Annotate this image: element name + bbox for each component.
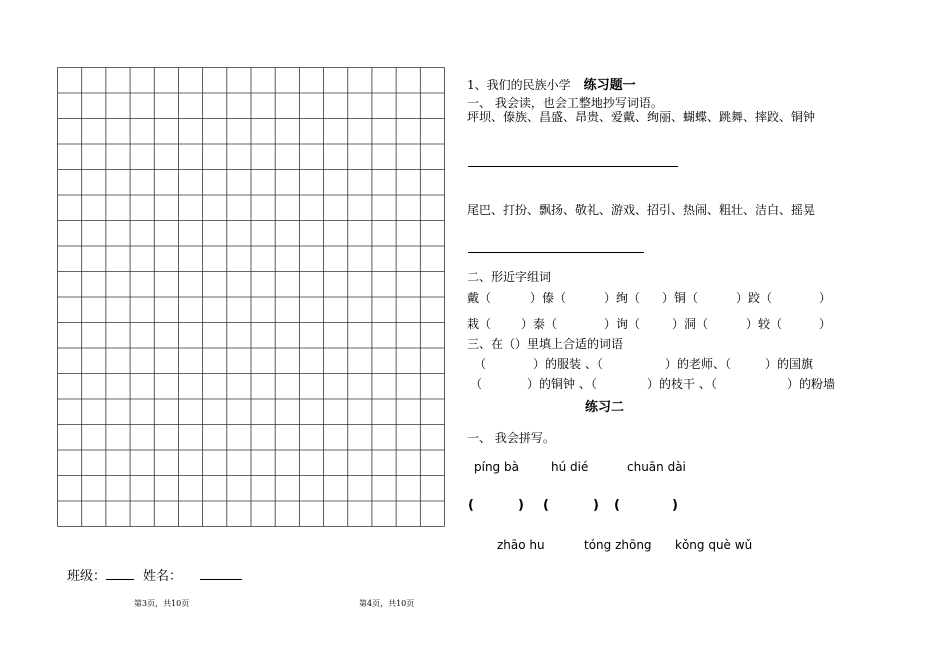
ex2-section1-title: 一、 我会拼写。 bbox=[467, 431, 555, 445]
fill-word-cell: ）的铜钟 、（ bbox=[527, 377, 597, 391]
name-blank[interactable] bbox=[200, 567, 242, 580]
class-label: 班级： bbox=[67, 569, 107, 584]
class-field bbox=[67, 565, 134, 584]
exercise1-title: 练习题一 bbox=[583, 78, 636, 93]
fill-word-cell: （ bbox=[474, 357, 487, 371]
ex1-word-list-a: 坪坝、傣族、昌盛、昂贵、爱戴、绚丽、蝴蝶、跳舞、摔跤、铜钟 bbox=[467, 110, 816, 124]
name-label: 姓名： bbox=[143, 569, 183, 584]
similar-char-cell: ）绚（ bbox=[604, 291, 641, 305]
fill-word-cell: （ bbox=[470, 377, 483, 391]
pinyin-item: zhāo hu bbox=[497, 538, 545, 552]
lesson-title: 1、我们的民族小学 bbox=[467, 78, 571, 92]
similar-char-cell: 戴（ bbox=[467, 291, 492, 305]
fill-word-cell: ）的枝干 、（ bbox=[647, 377, 717, 391]
similar-char-cell: ） bbox=[819, 317, 832, 331]
exercise2-title: 练习二 bbox=[585, 400, 625, 415]
ex1-section2-title: 二、形近字组词 bbox=[467, 270, 552, 284]
similar-char-cell: ）跤（ bbox=[736, 291, 773, 305]
pinyin-item: hú dié bbox=[551, 460, 589, 474]
similar-char-cell: ）傣（ bbox=[530, 291, 567, 305]
writing-grid bbox=[57, 67, 445, 527]
name-field bbox=[143, 565, 242, 584]
ex1-section3-title: 三、在（）里填上合适的词语 bbox=[467, 337, 624, 351]
similar-char-cell: ）询（ bbox=[604, 317, 641, 331]
similar-char-cell: ） bbox=[819, 291, 832, 305]
copy-line-b[interactable] bbox=[468, 252, 644, 253]
pinyin-item: chuān dài bbox=[627, 460, 686, 474]
fill-word-cell: ）的服装 、（ bbox=[533, 357, 603, 371]
similar-char-cell: 栽（ bbox=[467, 317, 492, 331]
similar-char-cell: ）铜（ bbox=[662, 291, 699, 305]
fill-word-cell: ）的国旗 bbox=[765, 357, 814, 371]
page-number-left: 第3页，共10页 bbox=[134, 599, 190, 608]
copy-line-a[interactable] bbox=[468, 166, 678, 167]
fill-word-cell: ）的老师、（ bbox=[665, 357, 732, 371]
similar-char-cell: ）洞（ bbox=[672, 317, 709, 331]
pinyin-item: kǒng què wǔ bbox=[675, 538, 753, 552]
ex1-word-list-b: 尾巴、打扮、飘扬、敬礼、游戏、招引、热闹、粗壮、洁白、摇晃 bbox=[467, 203, 816, 217]
class-blank[interactable] bbox=[106, 567, 134, 580]
page-number-right: 第4页，共10页 bbox=[359, 599, 415, 608]
pinyin-item: píng bà bbox=[474, 460, 519, 474]
pinyin-item: tóng zhōng bbox=[584, 538, 652, 552]
ex1-section1-title: 一、 我会读，也会工整地抄写词语。 bbox=[467, 96, 663, 110]
similar-char-cell: ）较（ bbox=[746, 317, 783, 331]
similar-char-cell: ）泰（ bbox=[521, 317, 558, 331]
exercise1-heading bbox=[467, 74, 636, 93]
fill-word-cell: ）的粉墙 bbox=[787, 377, 836, 391]
